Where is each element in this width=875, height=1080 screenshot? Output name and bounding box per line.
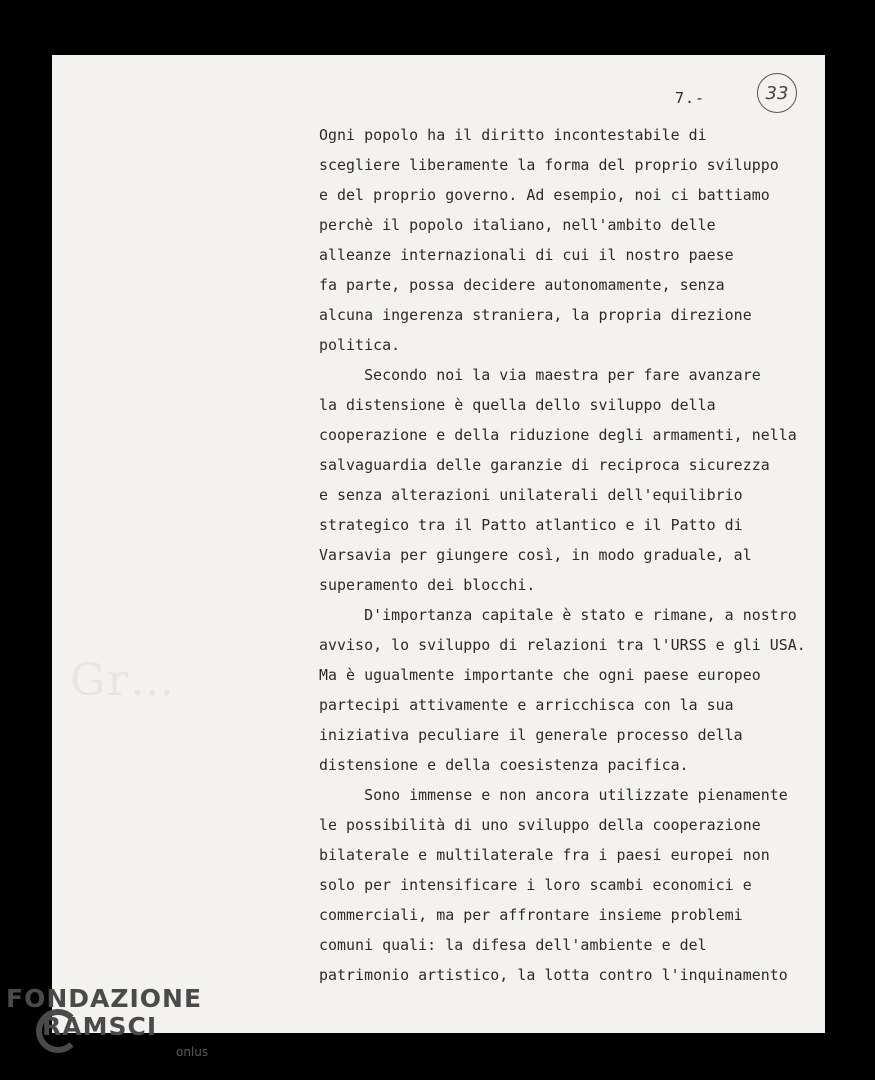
text-line: Secondo noi la via maestra per fare avanzare bbox=[319, 366, 761, 384]
logo-line-2: RAMSCI bbox=[42, 1012, 158, 1041]
logo-line-3: onlus bbox=[176, 1045, 209, 1059]
text-line: politica. bbox=[319, 336, 401, 354]
text-line: comuni quali: la difesa dell'ambiente e del bbox=[319, 936, 707, 954]
text-line: superamento dei blocchi. bbox=[319, 576, 536, 594]
text-line: alcuna ingerenza straniera, la propria direzione bbox=[319, 306, 752, 324]
text-line: e del proprio governo. Ad esempio, noi ci battiamo bbox=[319, 186, 770, 204]
watermark-ghost: Gr… bbox=[70, 655, 177, 706]
text-line: la distensione è quella dello sviluppo della bbox=[319, 396, 716, 414]
fondazione-gramsci-logo bbox=[6, 984, 209, 1059]
paragraph-4 bbox=[319, 780, 819, 990]
text-line: Sono immense e non ancora utilizzate pienamente bbox=[319, 786, 788, 804]
text-line: alleanze internazionali di cui il nostro paese bbox=[319, 246, 734, 264]
folio-stamp: 33 bbox=[757, 73, 797, 113]
page-number: 7.- bbox=[675, 89, 706, 107]
text-line: commerciali, ma per affrontare insieme problemi bbox=[319, 906, 743, 924]
text-line: iniziativa peculiare il generale processo della bbox=[319, 726, 743, 744]
body-text bbox=[319, 120, 819, 990]
text-line: strategico tra il Patto atlantico e il Patto di bbox=[319, 516, 743, 534]
text-line: le possibilità di uno sviluppo della cooperazione bbox=[319, 816, 761, 834]
text-line: cooperazione e della riduzione degli armamenti, nella bbox=[319, 426, 797, 444]
text-line: bilaterale e multilaterale fra i paesi europei non bbox=[319, 846, 770, 864]
paragraph-2 bbox=[319, 360, 819, 600]
paragraph-3 bbox=[319, 600, 819, 780]
text-line: perchè il popolo italiano, nell'ambito delle bbox=[319, 216, 716, 234]
text-line: avviso, lo sviluppo di relazioni tra l'URSS e gli USA. bbox=[319, 636, 806, 654]
paragraph-1 bbox=[319, 120, 819, 360]
text-line: Ogni popolo ha il diritto incontestabile di bbox=[319, 126, 707, 144]
text-line: salvaguardia delle garanzie di reciproca sicurezza bbox=[319, 456, 770, 474]
text-line: fa parte, possa decidere autonomamente, senza bbox=[319, 276, 725, 294]
text-line: e senza alterazioni unilaterali dell'equilibrio bbox=[319, 486, 743, 504]
logo-line-1: FONDAZIONE bbox=[6, 984, 203, 1013]
text-line: Varsavia per giungere così, in modo graduale, al bbox=[319, 546, 752, 564]
text-line: solo per intensificare i loro scambi economici e bbox=[319, 876, 752, 894]
text-line: patrimonio artistico, la lotta contro l'inquinamento bbox=[319, 966, 788, 984]
text-line: distensione e della coesistenza pacifica. bbox=[319, 756, 689, 774]
text-line: Ma è ugualmente importante che ogni paese europeo bbox=[319, 666, 761, 684]
text-line: D'importanza capitale è stato e rimane, a nostro bbox=[319, 606, 797, 624]
text-line: scegliere liberamente la forma del proprio sviluppo bbox=[319, 156, 779, 174]
text-line: partecipi attivamente e arricchisca con la sua bbox=[319, 696, 734, 714]
